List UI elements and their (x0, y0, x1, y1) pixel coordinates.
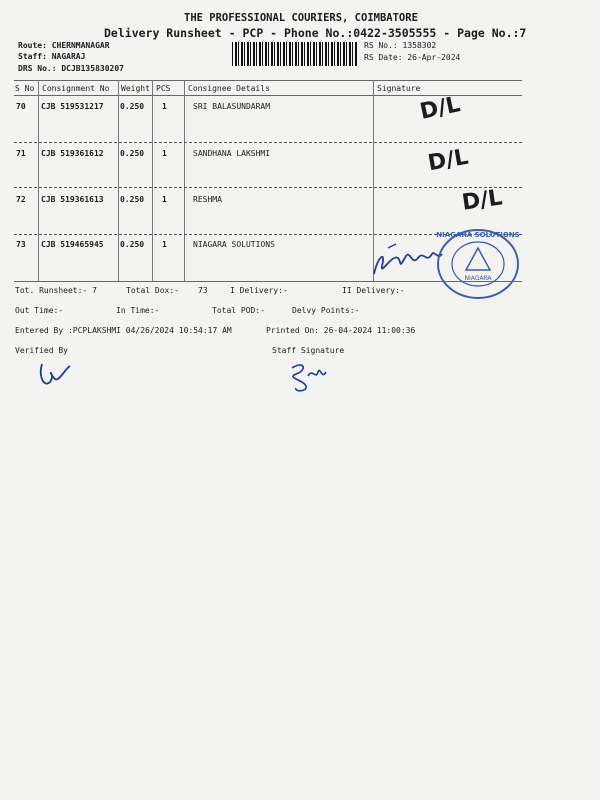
col-divider (152, 80, 153, 282)
col-weight: Weight (121, 84, 150, 93)
staff-signature-label: Staff Signature (272, 346, 345, 355)
col-divider (118, 80, 119, 282)
in-time: In Time:- (116, 306, 160, 315)
col-consignment: Consignment No (42, 84, 110, 93)
row-weight: 0.250 (120, 195, 145, 204)
total-dox-label: Total Dox:- (126, 286, 179, 295)
row-consignee: NIAGARA SOLUTIONS (193, 240, 275, 249)
row-consignee: SANDHANA LAKSHMI (193, 149, 271, 158)
row-consignment: CJB 519361613 (41, 195, 104, 204)
col-pcs: PCS (156, 84, 171, 93)
total-dox-value: 73 (198, 286, 208, 295)
row-consignment: CJB 519361612 (41, 149, 104, 158)
row-consignment: CJB 519531217 (41, 102, 104, 111)
out-time: Out Time:- (15, 306, 64, 315)
staff-label: Staff: NAGARAJ (18, 52, 86, 61)
row-pcs: 1 (162, 240, 167, 249)
dl-mark: D/L (460, 185, 504, 216)
delvy-points: Delvy Points:- (292, 306, 360, 315)
row-sno: 72 (16, 195, 26, 204)
company-title: THE PROFESSIONAL COURIERS, COIMBATORE (184, 12, 418, 24)
verifier-signature (36, 360, 76, 392)
row-weight: 0.250 (120, 240, 145, 249)
dl-mark: D/L (426, 144, 471, 177)
row-consignee: RESHMA (193, 195, 222, 204)
total-pod: Total POD:- (212, 306, 265, 315)
rs-date: RS Date: 26-Apr-2024 (364, 53, 461, 62)
rs-number: RS No.: 1358302 (364, 41, 437, 50)
col-divider (38, 80, 39, 282)
staff-signature (284, 358, 332, 396)
stamp-ring-text: NIAGARA SOLUTIONS (436, 231, 520, 239)
row-consignment: CJB 519465945 (41, 240, 104, 249)
runsheet-subtitle: Delivery Runsheet - PCP - Phone No.:0422-3505555 - Page No.:7 (104, 26, 527, 40)
entered-by: Entered By :PCPLAKSHMI 04/26/2024 10:54:17 AM (15, 326, 232, 335)
row-pcs: 1 (162, 102, 167, 111)
row-sno: 70 (16, 102, 26, 111)
col-divider (184, 80, 185, 282)
table-top-rule (14, 80, 522, 81)
total-runsheet: Tot. Runsheet:- 7 (15, 286, 97, 295)
row-divider (14, 142, 522, 143)
col-signature: Signature (377, 84, 421, 93)
row-pcs: 1 (162, 195, 167, 204)
row-sno: 71 (16, 149, 26, 158)
col-sno: S No (15, 84, 35, 93)
route-label: Route: CHERNMANAGAR (18, 41, 110, 50)
stamp-inner-text: NIAGARA (464, 275, 492, 282)
verified-by-label: Verified By (15, 346, 68, 355)
row-weight: 0.250 (120, 149, 145, 158)
col-consignee: Consignee Details (188, 84, 270, 93)
row-consignee: SRI BALASUNDARAM (193, 102, 271, 111)
row-weight: 0.250 (120, 102, 145, 111)
row-divider (14, 187, 522, 188)
row-sno: 73 (16, 240, 26, 249)
printed-on: Printed On: 26-04-2024 11:00:36 (266, 326, 416, 335)
i-delivery: I Delivery:- (230, 286, 288, 295)
row-pcs: 1 (162, 149, 167, 158)
company-stamp (432, 226, 524, 300)
drs-number: DRS No.: DCJB135830207 (18, 64, 124, 73)
ii-delivery: II Delivery:- (342, 286, 405, 295)
barcode (232, 42, 358, 66)
dl-mark: D/L (417, 92, 463, 125)
